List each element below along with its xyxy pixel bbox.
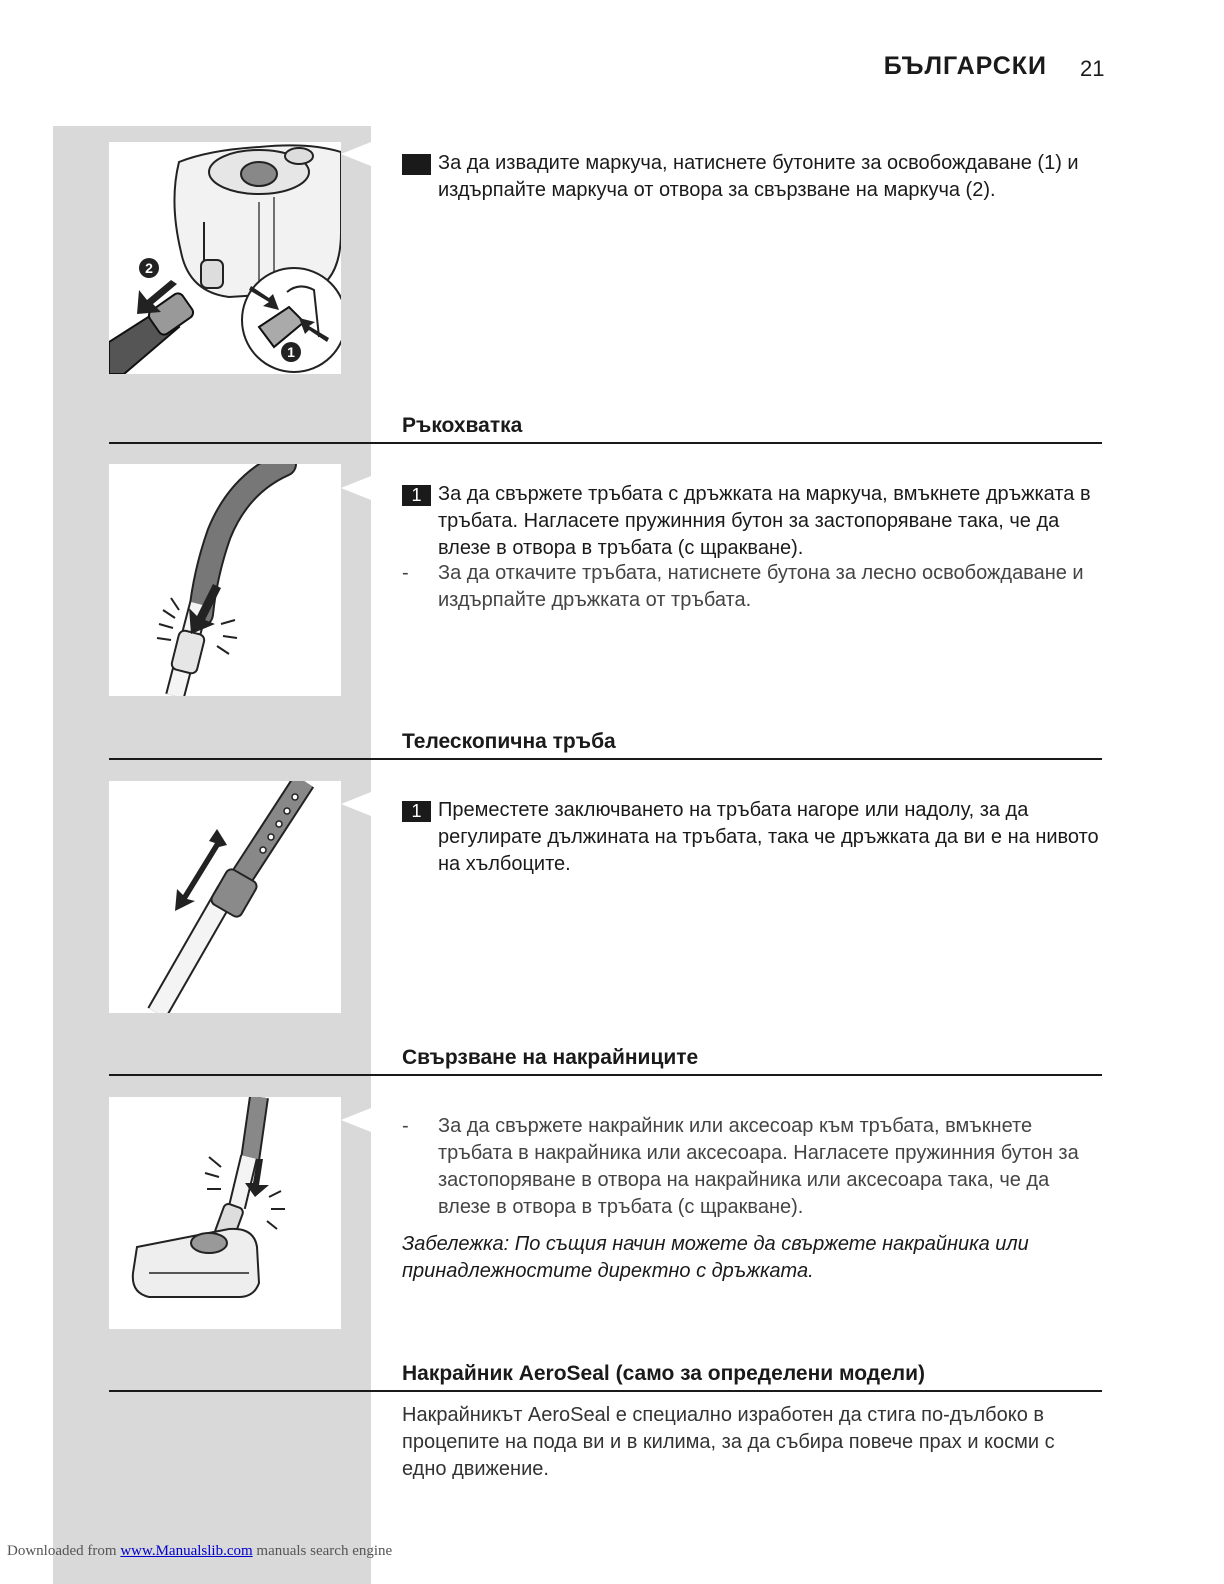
bullet-text: За да откачите тръбата, натиснете бутона за лесно освобождаване и издърпайте дръжката от тръбата. [438, 562, 1084, 611]
download-footer [7, 1543, 392, 1560]
hose-removal-illustration [109, 142, 341, 374]
handle-bullet [402, 560, 1102, 614]
figure-pointer [341, 142, 371, 166]
nozzle-note: Забележка: По същия начин можете да свържете накрайника или принадлежностите директно с дръжката. [402, 1233, 1029, 1282]
step-marker [402, 154, 431, 175]
telescopic-step-1 [402, 797, 1102, 878]
step-text: За да свържете тръбата с дръжката на маркуча, вмъкнете дръжката в тръбата. Нагласете пружинния бутон за застопоряване така, че да влезе в отвора в тръбата (с щракване). [438, 483, 1091, 559]
aeroseal-paragraph: Накрайникът AeroSeal е специално изработен да стига по-дълбоко в процепите на пода ви и в килима, за да събира повече прах и косми с едно движение. [402, 1404, 1055, 1480]
page-number: 21 [1080, 56, 1105, 81]
callout-2-label: 2 [145, 260, 153, 276]
section-divider [109, 1074, 1102, 1076]
nozzle-bullet [402, 1113, 1102, 1221]
hose-removal-step [402, 150, 1102, 204]
footer-suffix: manuals search engine [256, 1543, 393, 1559]
handle-step-1 [402, 481, 1102, 562]
section-title-handle: Ръкохватка [402, 414, 523, 437]
page-language-header: БЪЛГАРСКИ [883, 52, 1047, 80]
footer-prefix: Downloaded from [7, 1543, 117, 1559]
bullet-marker: - [402, 562, 409, 584]
section-divider [109, 442, 1102, 444]
step-text: Преместете заключването на тръбата нагоре или надолу, за да регулирате дължината на тръбата, така че дръжката да ви е на нивото на хълбоците. [438, 799, 1099, 875]
bullet-text: За да свържете накрайник или аксесоар към тръбата, вмъкнете тръбата в накрайника или аксесоара. Нагласете пружинния бутон за застопоряване в отвора на накрайника или аксесоара така, че да влезе в отвора в тръбата (с щракване). [438, 1115, 1079, 1218]
nozzle-connect-illustration [109, 1097, 341, 1329]
section-title-nozzle-connect: Свързване на накрайниците [402, 1046, 699, 1069]
figure-pointer [341, 1108, 371, 1132]
figure-pointer [341, 476, 371, 500]
section-divider [109, 1390, 1102, 1392]
telescopic-tube-illustration [109, 781, 341, 1013]
handle-connect-illustration [109, 464, 341, 696]
callout-1-label: 1 [287, 344, 295, 360]
section-divider [109, 758, 1102, 760]
step-number: 1 [402, 485, 431, 506]
manualslib-link[interactable]: www.Manualslib.com [120, 1543, 253, 1559]
step-number: 1 [402, 801, 431, 822]
section-title-aeroseal: Накрайник AeroSeal (само за определени модели) [402, 1362, 926, 1385]
figure-pointer [341, 792, 371, 816]
step-text: За да извадите маркуча, натиснете бутоните за освобождаване (1) и издърпайте маркуча от отвора за свързване на маркуча (2). [438, 152, 1079, 201]
section-title-telescopic-tube: Телескопична тръба [402, 730, 616, 753]
bullet-marker: - [402, 1115, 409, 1137]
